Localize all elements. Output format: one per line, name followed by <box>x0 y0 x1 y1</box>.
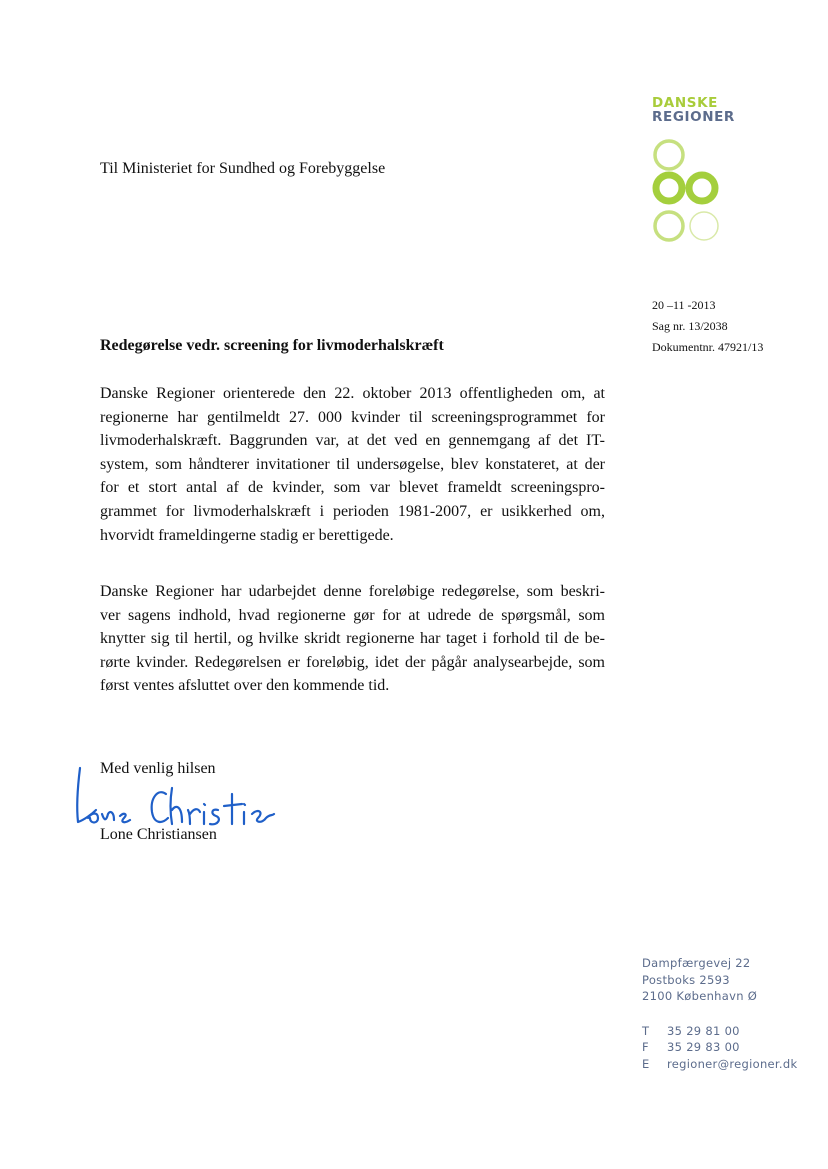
logo-wordmark <box>652 96 742 124</box>
paragraph-line: regionerne har gentilmeldt 27. 000 kvinder til screeningsprogrammet for <box>100 408 605 426</box>
paragraph-line: for et stort antal af de kvinder, som var blevet frameldt screeningspro- <box>100 479 605 497</box>
contact-value-email: regioner@regioner.dk <box>667 1056 798 1071</box>
subject-heading: Redegørelse vedr. screening for livmoderhalskræft <box>100 337 444 354</box>
logo-rings-icon <box>652 136 728 252</box>
paragraph-line: først ventes afsluttet over den kommende tid. <box>100 677 390 695</box>
contact-fax <box>642 1039 797 1056</box>
logo-ring-bottom-left <box>655 212 683 240</box>
logo-ring-middle-right <box>689 175 715 201</box>
document-date: 20 –11 -2013 <box>652 298 716 312</box>
paragraph-line: grammet for livmoderhalskræft i perioden 1981-2007, er usikkerhed om, <box>100 502 605 520</box>
paragraph-line: Danske Regioner har udarbejdet denne foreløbige redegørelse, som beskri- <box>100 583 605 600</box>
paragraph-line: knytter sig til hertil, og hvilke skridt regionerne har taget i forhold til de be- <box>100 630 605 648</box>
paragraph-line: Danske Regioner orienterede den 22. oktober 2013 offentligheden om, at <box>100 385 605 402</box>
paragraph-line: hvorvidt frameldingerne stadig er berettigede. <box>100 526 394 544</box>
contact-phone <box>642 1023 797 1040</box>
contact-key-email: E <box>642 1056 650 1071</box>
contact-value-fax: 35 29 83 00 <box>667 1040 740 1054</box>
document-meta <box>652 295 763 358</box>
address-postbox: Postboks 2593 <box>642 972 730 987</box>
logo-word-regioner: REGIONER <box>652 109 735 125</box>
logo-word-danske: DANSKE <box>652 95 718 111</box>
case-number: Sag nr. 13/2038 <box>652 319 728 333</box>
body-paragraph-1 <box>100 382 605 547</box>
body-paragraph-2 <box>100 580 605 698</box>
address-city: 2100 København Ø <box>642 989 758 1003</box>
contact-value-phone: 35 29 81 00 <box>667 1023 740 1038</box>
danske-regioner-logo <box>652 96 742 124</box>
address-street: Dampfærgevej 22 <box>642 956 751 970</box>
logo-ring-bottom-right <box>690 212 718 240</box>
paragraph-line: system, som håndterer invitationer til undersøgelse, blev konstateret, at der <box>100 455 605 473</box>
paragraph-line: rørte kvinder. Redegørelsen er foreløbig, idet der pågår analysearbejde, som <box>100 653 605 671</box>
document-number: Dokumentnr. 47921/13 <box>652 340 764 354</box>
contact-key-fax: F <box>642 1040 649 1054</box>
contact-email <box>642 1056 797 1073</box>
sender-footer <box>642 955 797 1072</box>
logo-ring-top <box>655 141 683 169</box>
paragraph-line: ver sagens indhold, hvad regionerne gør for at udrede de spørgsmål, som <box>100 606 605 624</box>
recipient-line: Til Ministeriet for Sundhed og Forebyggelse <box>100 160 386 177</box>
footer-spacer <box>642 1005 797 1023</box>
contact-key-phone: T <box>642 1023 650 1038</box>
logo-ring-middle-left <box>656 175 682 201</box>
paragraph-line: livmoderhalskræft. Baggrunden var, at det ved en gennemgang af det IT- <box>100 432 605 450</box>
closing-greeting: Med venlig hilsen <box>100 760 216 777</box>
handwritten-signature <box>66 764 276 834</box>
signer-name: Lone Christiansen <box>100 826 217 843</box>
